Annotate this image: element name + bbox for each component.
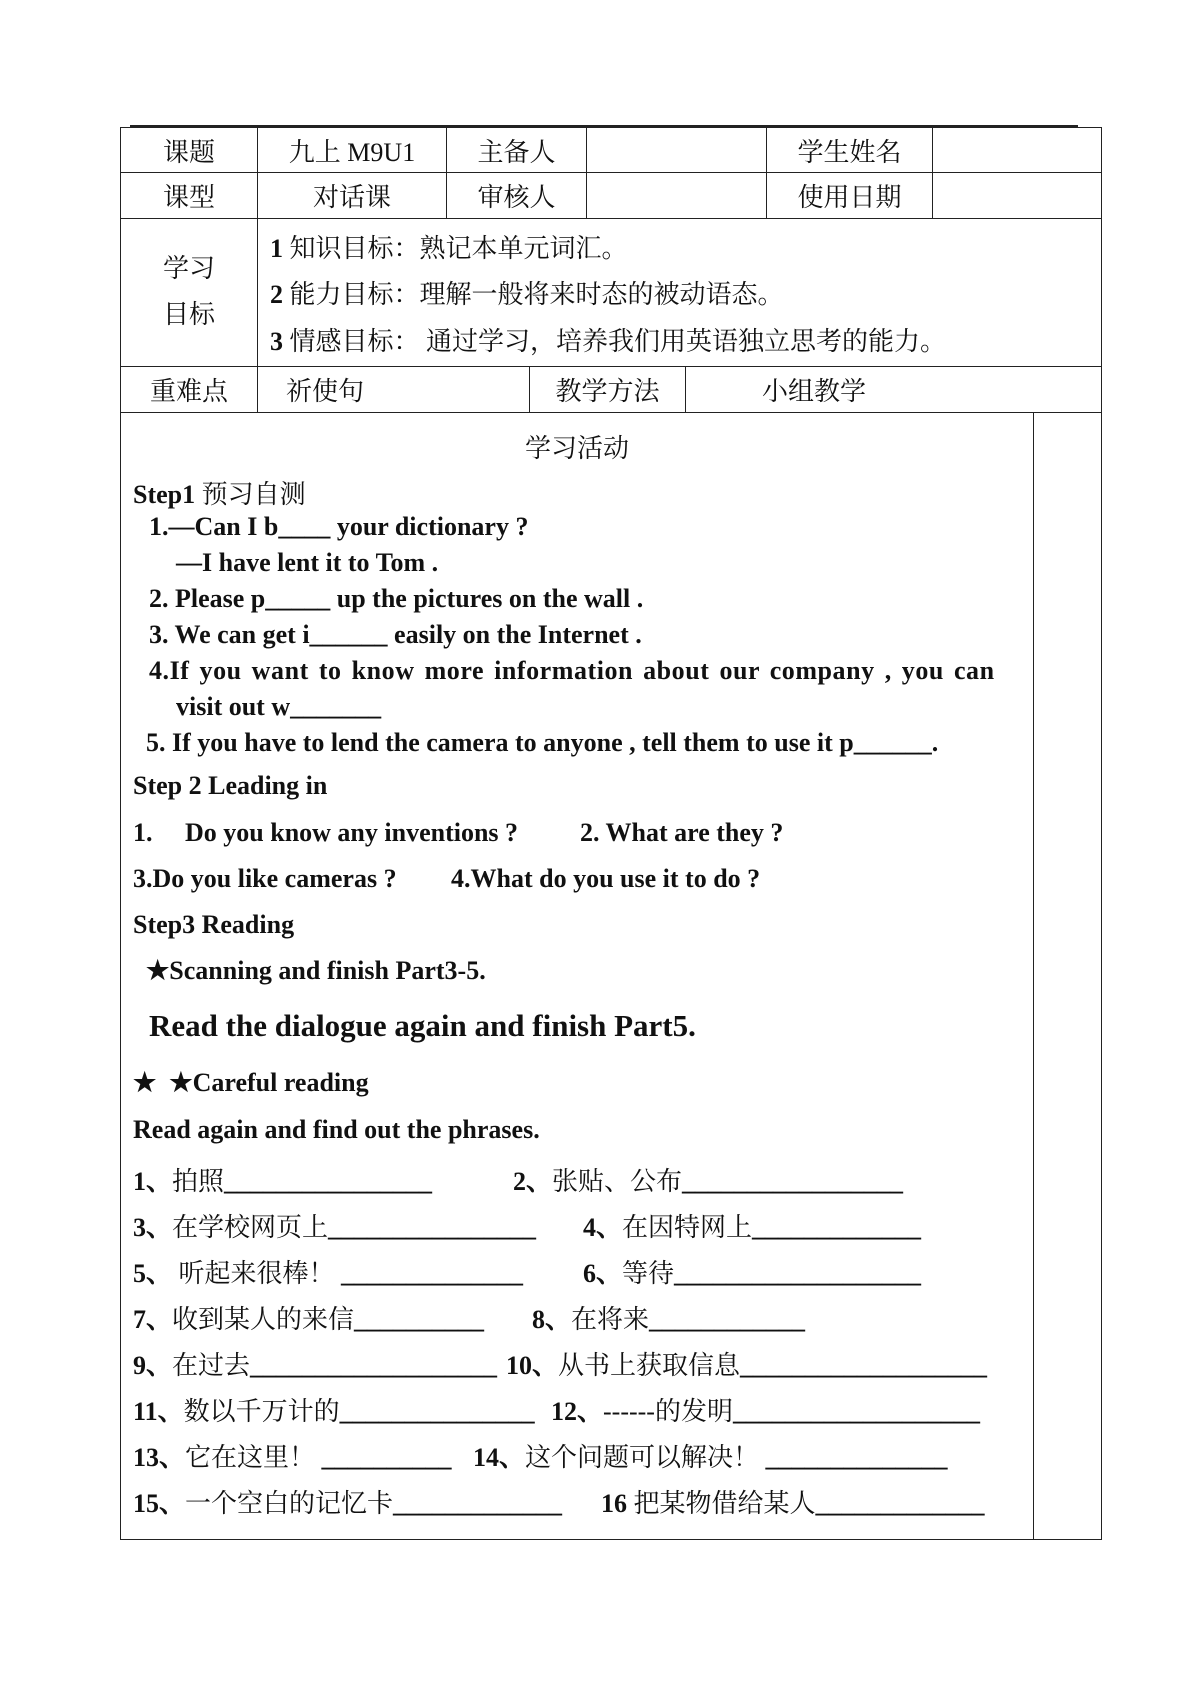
step2-q2: 2. What are they ? xyxy=(580,818,784,847)
reviewer-value[interactable] xyxy=(587,172,767,218)
goal-text: 知识目标：熟记本单元词汇。 xyxy=(289,234,628,263)
step1-q2: 2. Please p_____ up the pictures on the wall . xyxy=(149,584,644,613)
side-column-divider xyxy=(1033,412,1034,1539)
header-row-4 xyxy=(121,366,1101,413)
header-row-2 xyxy=(121,172,1101,219)
phrase-blank[interactable]: _____________ xyxy=(393,1489,563,1518)
phrase-blank[interactable]: ______________ xyxy=(341,1259,524,1288)
step1-q4a: 4.If you want to know more information about our company , you can xyxy=(149,656,995,685)
header-row-1 xyxy=(121,128,1101,173)
phrase-item xyxy=(133,1161,432,1198)
phrase-item xyxy=(133,1253,523,1290)
phrase-blank[interactable]: __________ xyxy=(321,1443,452,1472)
phrase-text: 等待 xyxy=(622,1259,675,1288)
phrase-blank[interactable]: _________________ xyxy=(682,1167,904,1196)
phrase-num: 15、 xyxy=(133,1489,186,1518)
phrase-text: 在将来 xyxy=(571,1305,650,1334)
type-value: 对话课 xyxy=(258,172,447,218)
goal-emotion xyxy=(270,321,946,358)
goal-text: 情感目标： 通过学习，培养我们用英语独立思考的能力。 xyxy=(289,327,947,356)
phrase-blank[interactable]: __________ xyxy=(354,1305,485,1334)
phrase-text: ------的发明 xyxy=(603,1397,733,1426)
phrase-num: 4、 xyxy=(583,1213,623,1242)
phrase-num: 5、 xyxy=(133,1259,173,1288)
phrase-item xyxy=(532,1299,805,1336)
label-topic: 课题 xyxy=(121,128,258,172)
phrase-blank[interactable]: _______________ xyxy=(339,1397,535,1426)
step3-heading: Step3 Reading xyxy=(133,910,295,939)
teaching-method-value: 小组教学 xyxy=(762,376,867,406)
goal-num: 1 xyxy=(270,234,283,263)
phrase-num: 16 xyxy=(601,1489,627,1518)
phrase-num: 13、 xyxy=(133,1443,186,1472)
step1-q1b: —I have lent it to Tom . xyxy=(176,548,439,577)
label-teaching-method: 教学方法 xyxy=(530,366,686,412)
label-key-point: 重难点 xyxy=(121,366,258,412)
phrase-item xyxy=(601,1483,985,1520)
phrase-num: 8、 xyxy=(532,1305,572,1334)
phrase-num: 7、 xyxy=(133,1305,173,1334)
step1-q3: 3. We can get i______ easily on the Internet . xyxy=(149,620,642,649)
phrase-text: 把某物借给某人 xyxy=(633,1489,816,1518)
step3-find-phrases: Read again and find out the phrases. xyxy=(133,1115,540,1144)
phrase-num: 12、 xyxy=(551,1397,604,1426)
lesson-plan-table xyxy=(120,127,1102,1540)
goal-knowledge xyxy=(270,228,628,265)
phrase-text: 收到某人的来信 xyxy=(172,1305,355,1334)
phrase-item xyxy=(551,1391,980,1428)
activity-title: 学习活动 xyxy=(524,434,629,463)
phrase-item xyxy=(133,1299,484,1336)
phrase-text: 在过去 xyxy=(172,1351,251,1380)
phrase-text: 这个问题可以解决！ xyxy=(525,1443,760,1472)
use-date-value[interactable] xyxy=(933,172,1101,218)
label-student-name: 学生姓名 xyxy=(767,128,933,172)
preparer-value[interactable] xyxy=(587,128,767,172)
goal-num: 3 xyxy=(270,327,283,356)
phrase-num: 9、 xyxy=(133,1351,173,1380)
phrase-blank[interactable]: ______________ xyxy=(765,1443,948,1472)
activity-content xyxy=(121,412,1033,1539)
student-name-value[interactable] xyxy=(933,128,1101,172)
phrase-text: 数以千万计的 xyxy=(183,1397,340,1426)
phrase-item xyxy=(473,1437,948,1474)
label-type: 课型 xyxy=(121,172,258,218)
step2-q4: 4.What do you use it to do ? xyxy=(451,864,761,893)
phrase-blank[interactable]: _____________ xyxy=(815,1489,985,1518)
phrase-blank[interactable]: ___________________ xyxy=(250,1351,498,1380)
step1-q1a: 1.—Can I b____ your dictionary ? xyxy=(149,512,529,541)
goal-ability xyxy=(270,274,784,311)
step2-q1: 1. Do you know any inventions ? xyxy=(133,818,519,847)
label-preparer: 主备人 xyxy=(447,128,587,172)
phrase-text: 一个空白的记忆卡 xyxy=(185,1489,394,1518)
step1-heading-cn: 预习自测 xyxy=(201,480,306,509)
phrase-num: 10、 xyxy=(506,1351,559,1380)
phrase-item xyxy=(133,1207,536,1244)
step3-careful: ★ ★Careful reading xyxy=(133,1068,369,1097)
phrase-item xyxy=(133,1345,497,1382)
phrase-num: 3、 xyxy=(133,1213,173,1242)
phrase-blank[interactable]: ___________________ xyxy=(732,1397,980,1426)
phrase-text: 它在这里！ xyxy=(185,1443,316,1472)
goal-num: 2 xyxy=(270,280,283,309)
phrase-blank[interactable]: ________________ xyxy=(328,1213,537,1242)
topic-value: 九上 M9U1 xyxy=(258,128,447,172)
phrase-item xyxy=(583,1207,921,1244)
label-goals xyxy=(121,218,258,366)
phrase-num: 2、 xyxy=(513,1167,553,1196)
step2-heading: Step 2 Leading in xyxy=(133,771,328,800)
step1-heading xyxy=(133,474,306,511)
phrase-item xyxy=(133,1391,535,1428)
step2-q3: 3.Do you like cameras ? xyxy=(133,864,397,893)
step1-q4b: visit out w_______ xyxy=(176,692,382,721)
goals-list xyxy=(258,218,1101,366)
phrase-item xyxy=(583,1253,921,1290)
phrase-text: 张贴、公布 xyxy=(552,1167,683,1196)
phrase-num: 6、 xyxy=(583,1259,623,1288)
phrase-blank[interactable]: ___________________ xyxy=(740,1351,988,1380)
phrase-text: 拍照 xyxy=(172,1167,225,1196)
step1-q5: 5. If you have to lend the camera to anyone , tell them to use it p______. xyxy=(146,728,939,757)
step3-scanning: ★Scanning and finish Part3-5. xyxy=(146,956,486,985)
goal-text: 能力目标：理解一般将来时态的被动语态。 xyxy=(289,280,784,309)
label-use-date: 使用日期 xyxy=(767,172,933,218)
phrase-text: 在因特网上 xyxy=(622,1213,753,1242)
phrase-item xyxy=(513,1161,903,1198)
phrase-num: 1、 xyxy=(133,1167,173,1196)
activity-section xyxy=(121,412,1101,1539)
label-goals-2: 目标 xyxy=(162,300,215,329)
phrase-item xyxy=(133,1483,562,1520)
phrase-blank[interactable]: ___________________ xyxy=(674,1259,922,1288)
phrase-text: 从书上获取信息 xyxy=(558,1351,741,1380)
phrase-num: 14、 xyxy=(473,1443,526,1472)
step3-read-again: Read the dialogue again and finish Part5. xyxy=(149,1008,696,1043)
phrase-blank[interactable]: _____________ xyxy=(752,1213,922,1242)
phrase-num: 11、 xyxy=(133,1397,184,1426)
phrase-item xyxy=(506,1345,987,1382)
key-point-value: 祈使句 xyxy=(258,366,530,412)
phrase-text: 听起来很棒！ xyxy=(172,1259,335,1288)
phrase-item xyxy=(133,1437,452,1474)
step1-heading-en: Step1 xyxy=(133,480,196,509)
phrase-blank[interactable]: ____________ xyxy=(649,1305,806,1334)
phrase-blank[interactable]: ________________ xyxy=(224,1167,433,1196)
label-reviewer: 审核人 xyxy=(447,172,587,218)
phrase-text: 在学校网页上 xyxy=(172,1213,329,1242)
label-goals-1: 学习 xyxy=(162,254,215,283)
goals-row xyxy=(121,218,1101,367)
